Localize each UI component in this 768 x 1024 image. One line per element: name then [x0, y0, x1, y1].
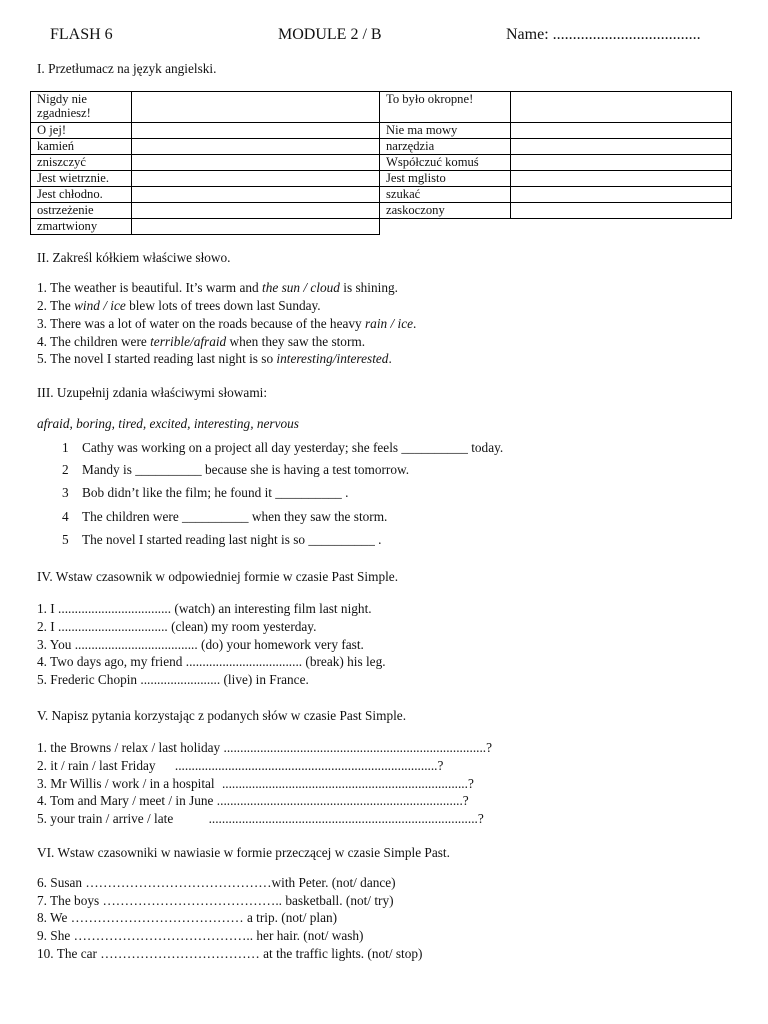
vocab-pl-cell: zniszczyć [31, 155, 132, 171]
list-item[interactable]: 3. You ..................................... (do) your homework very fast. [37, 637, 364, 652]
section-4-title: IV. Wstaw czasownik w odpowiedniej formie w czasie Past Simple. [37, 569, 399, 584]
list-item[interactable]: 2. I ................................. (clean) my room yesterday. [37, 619, 317, 634]
list-item[interactable]: 9. She ………………………………….. her hair. (not/ wash) [37, 928, 364, 943]
item-text[interactable]: Mandy is __________ because she is having a test tomorrow. [82, 462, 410, 477]
vocab-answer-cell[interactable] [132, 219, 380, 235]
empty-cell [511, 219, 732, 235]
item-number: 3 [62, 485, 69, 500]
vocab-answer-cell[interactable] [511, 171, 732, 187]
empty-cell [380, 219, 511, 235]
list-item [62, 485, 348, 501]
list-item [37, 280, 398, 296]
section-6-title: VI. Wstaw czasowniki w nawiasie w formie przeczącej w czasie Simple Past. [37, 845, 450, 860]
vocab-pl-cell: Jest wietrznie. [31, 171, 132, 187]
list-item [37, 316, 416, 332]
vocab-pl-cell: Jest mglisto [380, 171, 511, 187]
item-text[interactable]: The children were __________ when they saw the storm. [82, 509, 388, 524]
list-item[interactable]: 6. Susan ……………………………………with Peter. (not/ dance) [37, 875, 396, 890]
question-prompt: 1. the Browns / relax / last holiday [37, 740, 221, 755]
vocab-pl-cell: kamień [31, 139, 132, 155]
item-text: 3. There was a lot of water on the roads because of the heavy [37, 316, 365, 331]
question-prompt: 2. it / rain / last Friday [37, 758, 156, 773]
section-1-title: I. Przetłumacz na język angielski. [37, 61, 217, 76]
vocab-pl-cell: szukać [380, 187, 511, 203]
vocab-pl-cell: ostrzeżenie [31, 203, 132, 219]
table-row [31, 139, 732, 155]
word-bank: afraid, boring, tired, excited, interesting, nervous [37, 416, 299, 431]
list-item [37, 351, 392, 367]
list-item [37, 793, 469, 809]
vocab-answer-cell[interactable] [132, 92, 380, 123]
vocab-pl-cell: Nigdy nie zgadniesz! [31, 92, 132, 123]
item-text[interactable]: Cathy was working on a project all day yesterday; she feels __________ today. [82, 440, 504, 455]
vocab-pl-cell: Jest chłodno. [31, 187, 132, 203]
vocab-pl-cell: zaskoczony [380, 203, 511, 219]
item-text: 1. The weather is beautiful. It’s warm and [37, 280, 262, 295]
section-2-title: II. Zakreśl kółkiem właściwe słowo. [37, 250, 231, 265]
list-item [37, 298, 321, 314]
header-name-field[interactable]: Name: ..................................... [506, 26, 701, 43]
list-item[interactable]: 4. Two days ago, my friend ................................... (break) his leg. [37, 654, 386, 669]
question-prompt: 3. Mr Willis / work / in a hospital [37, 776, 215, 791]
word-choice[interactable]: interesting/interested [276, 351, 389, 366]
answer-line[interactable]: ...............................................................................? [223, 740, 493, 755]
list-item[interactable]: 5. Frederic Chopin ........................ (live) in France. [37, 672, 309, 687]
section-5-title: V. Napisz pytania korzystając z podanych słów w czasie Past Simple. [37, 708, 407, 723]
vocab-answer-cell[interactable] [132, 187, 380, 203]
vocab-answer-cell[interactable] [511, 123, 732, 139]
vocab-answer-cell[interactable] [132, 203, 380, 219]
table-row [31, 155, 732, 171]
item-text: 5. The novel I started reading last night is so [37, 351, 277, 366]
vocab-answer-cell[interactable] [511, 203, 732, 219]
answer-line[interactable]: .................................................................................? [208, 811, 484, 826]
list-item [37, 740, 492, 756]
list-item [62, 440, 503, 456]
item-number: 1 [62, 440, 69, 455]
word-choice[interactable]: the sun / cloud [262, 280, 340, 295]
vocab-answer-cell[interactable] [132, 171, 380, 187]
vocab-pl-cell: narzędzia [380, 139, 511, 155]
table-row [31, 219, 732, 235]
list-item [37, 758, 443, 774]
table-row [31, 203, 732, 219]
word-choice[interactable]: wind / ice [74, 298, 126, 313]
vocab-pl-cell: O jej! [31, 123, 132, 139]
item-number: 5 [62, 532, 69, 547]
word-choice[interactable]: rain / ice [365, 316, 414, 331]
list-item[interactable]: 7. The boys ………………………………….. basketball. (not/ try) [37, 893, 394, 908]
vocab-answer-cell[interactable] [511, 187, 732, 203]
item-text: . [388, 351, 392, 366]
vocab-answer-cell[interactable] [132, 155, 380, 171]
item-number: 4 [62, 509, 69, 524]
table-row [31, 171, 732, 187]
vocab-answer-cell[interactable] [511, 155, 732, 171]
vocab-pl-cell: Nie ma mowy [380, 123, 511, 139]
list-item [37, 811, 484, 827]
vocab-answer-cell[interactable] [132, 123, 380, 139]
item-text: 4. The children were [37, 334, 151, 349]
question-prompt: 5. your train / arrive / late [37, 811, 174, 826]
header-level: FLASH 6 [50, 26, 113, 43]
list-item [62, 509, 387, 525]
vocab-answer-cell[interactable] [511, 92, 732, 123]
vocab-answer-cell[interactable] [511, 139, 732, 155]
answer-line[interactable]: ...............................................................................? [174, 758, 444, 773]
list-item[interactable]: 8. We ………………………………… a trip. (not/ plan) [37, 910, 338, 925]
question-prompt: 4. Tom and Mary / meet / in June [37, 793, 214, 808]
table-row [31, 92, 732, 123]
table-row [31, 123, 732, 139]
list-item [37, 334, 365, 350]
item-text: blew lots of trees down last Sunday. [125, 298, 321, 313]
vocab-answer-cell[interactable] [132, 139, 380, 155]
vocab-table [30, 91, 732, 235]
item-text[interactable]: Bob didn’t like the film; he found it __________ . [82, 485, 349, 500]
item-number: 2 [62, 462, 69, 477]
vocab-pl-cell: To było okropne! [380, 92, 511, 123]
table-row [31, 187, 732, 203]
answer-line[interactable]: ..........................................................................? [221, 776, 474, 791]
item-text[interactable]: The novel I started reading last night is so __________ . [82, 532, 382, 547]
header-module: MODULE 2 / B [278, 26, 382, 43]
vocab-pl-cell: zmartwiony [31, 219, 132, 235]
word-choice[interactable]: terrible/afraid [150, 334, 227, 349]
item-text: is shining. [339, 280, 398, 295]
list-item [62, 532, 382, 548]
item-text: when they saw the storm. [226, 334, 366, 349]
list-item [37, 776, 474, 792]
answer-line[interactable]: ..........................................................................? [216, 793, 469, 808]
item-text: 2. The [37, 298, 75, 313]
section-3-title: III. Uzupełnij zdania właściwymi słowami: [37, 385, 268, 400]
list-item[interactable]: 1. I .................................. (watch) an interesting film last night. [37, 601, 372, 616]
list-item[interactable]: 10. The car ……………………………… at the traffic lights. (not/ stop) [37, 946, 423, 961]
item-text: . [413, 316, 417, 331]
vocab-pl-cell: Współczuć komuś [380, 155, 511, 171]
list-item [62, 462, 409, 478]
